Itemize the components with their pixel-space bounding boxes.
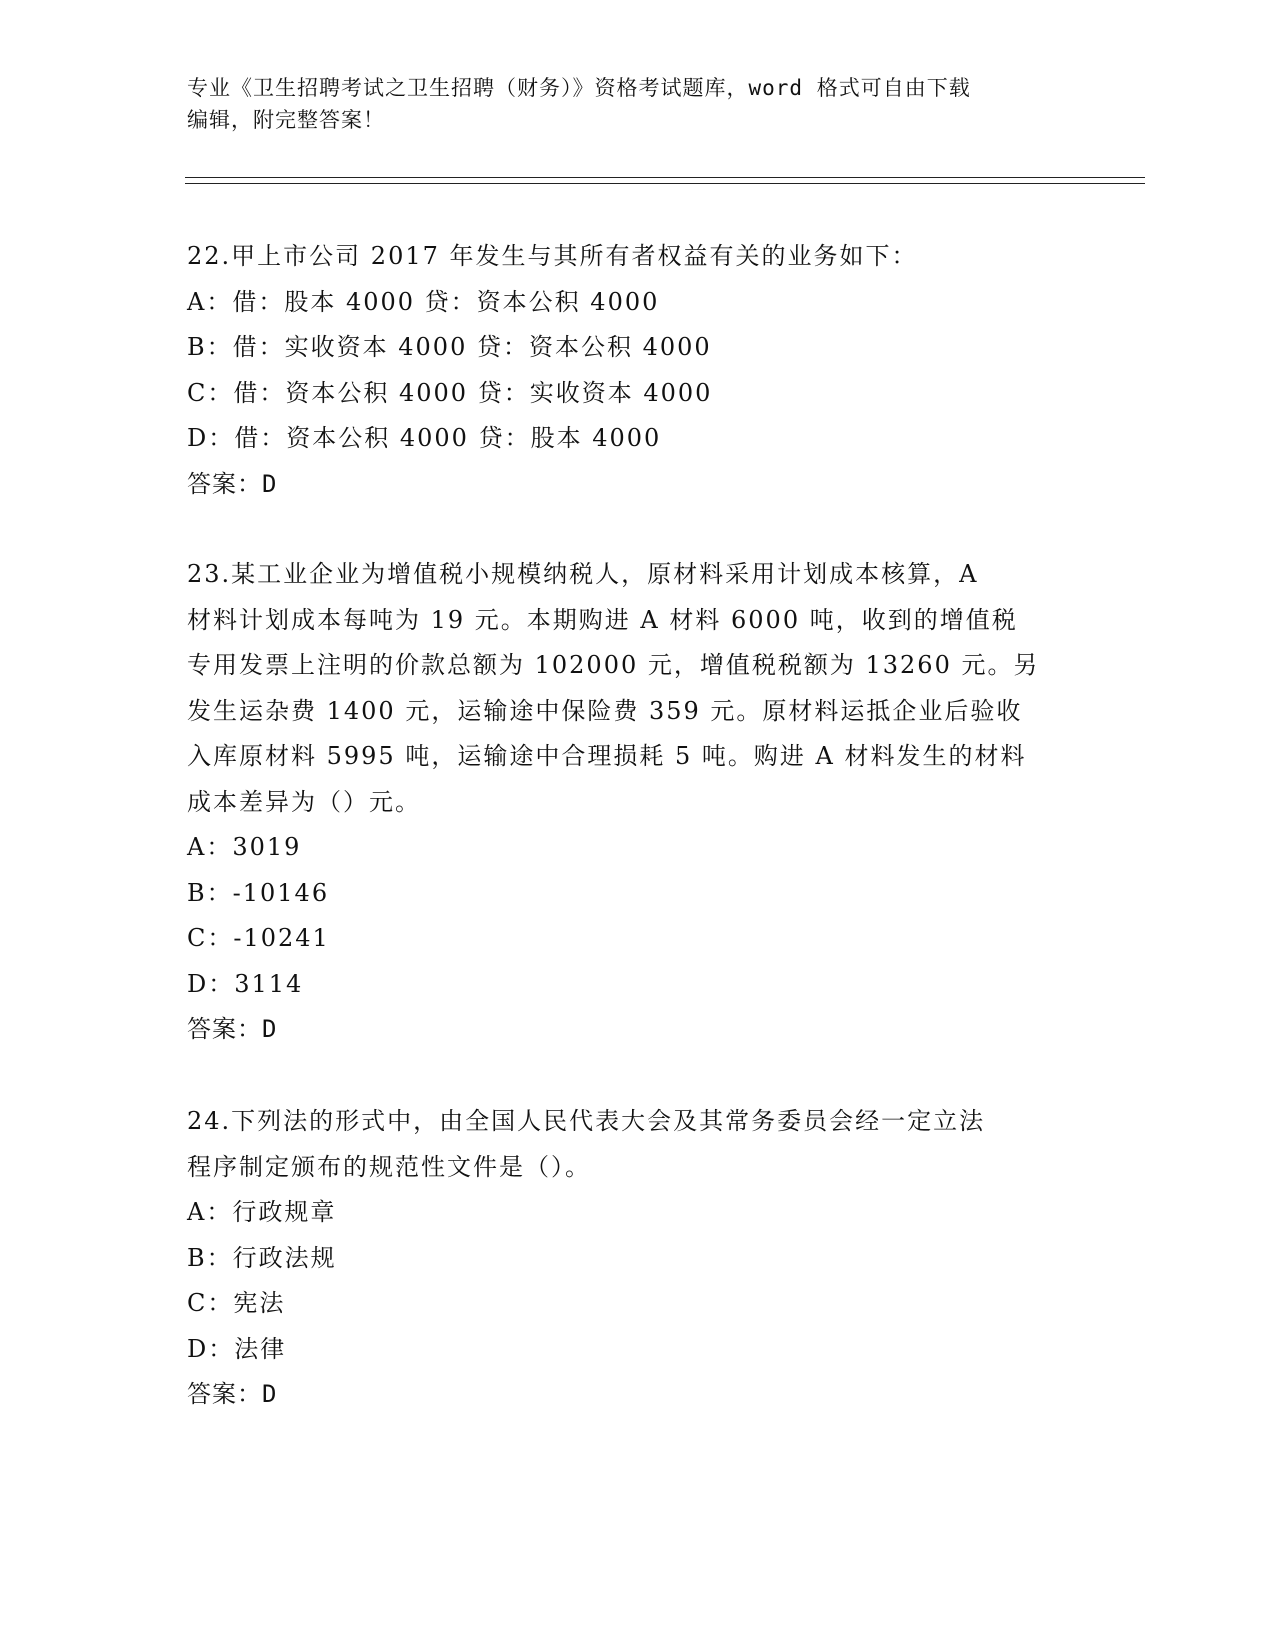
option-a: A：3019 — [187, 833, 302, 861]
option-d: D：3114 — [187, 969, 304, 998]
header-divider-top — [185, 177, 1145, 178]
option-b: B：-10146 — [187, 878, 330, 907]
answer: 答案：D — [187, 1015, 278, 1043]
option-d: D：借：资本公积 4000 贷：股本 4000 — [187, 424, 662, 452]
question-stem-line: 入库原材料 5995 吨，运输途中合理损耗 5 吨。购进 A 材料发生的材料 — [187, 742, 1027, 770]
question-stem-line: 材料计划成本每吨为 19 元。本期购进 A 材料 6000 吨，收到的增值税 — [187, 605, 1018, 634]
header-divider-bottom — [185, 183, 1145, 184]
option-b: B：借：实收资本 4000 贷：资本公积 4000 — [187, 333, 712, 361]
question-24 — [187, 1099, 1087, 1418]
question-stem-line: 程序制定颁布的规范性文件是（）。 — [187, 1152, 591, 1181]
question-stem-line: 发生运杂费 1400 元，运输途中保险费 359 元。原材料运抵企业后验收 — [187, 696, 1023, 725]
option-c: C：借：资本公积 4000 贷：实收资本 4000 — [187, 378, 713, 407]
question-stem-line: 22.甲上市公司 2017 年发生与其所有者权益有关的业务如下： — [187, 242, 918, 270]
header-line-1: 专业《卫生招聘考试之卫生招聘（财务）》资格考试题库，word 格式可自由下载 — [187, 76, 971, 100]
answer: 答案：D — [187, 1380, 278, 1408]
option-c: C：宪法 — [187, 1289, 286, 1317]
option-a: A：借：股本 4000 贷：资本公积 4000 — [187, 287, 660, 316]
question-stem-line: 24.下列法的形式中，由全国人民代表大会及其常务委员会经一定立法 — [187, 1107, 986, 1135]
document-header — [187, 72, 1087, 136]
option-b: B：行政法规 — [187, 1243, 337, 1272]
question-stem-line: 专用发票上注明的价款总额为 102000 元，增值税税额为 13260 元。另 — [187, 651, 1040, 679]
question-23 — [187, 552, 1087, 1053]
answer: 答案：D — [187, 469, 278, 498]
option-c: C：-10241 — [187, 924, 330, 952]
option-d: D：法律 — [187, 1334, 287, 1363]
option-a: A：行政规章 — [187, 1198, 337, 1226]
header-line-2: 编辑，附完整答案！ — [187, 108, 385, 132]
question-stem-line: 23.某工业企业为增值税小规模纳税人，原材料采用计划成本核算，A — [187, 560, 979, 588]
question-stem-line: 成本差异为（）元。 — [187, 787, 421, 816]
question-22 — [187, 234, 1087, 507]
